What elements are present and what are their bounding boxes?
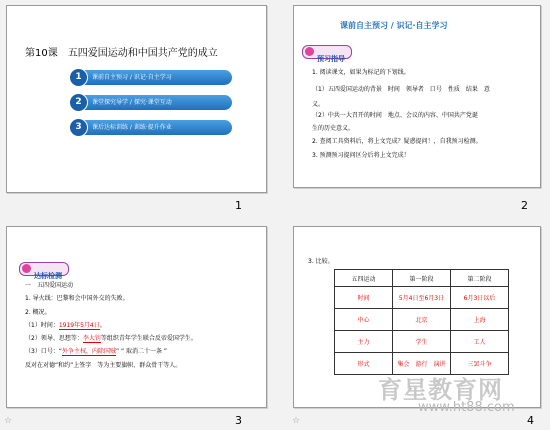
- table-cell: 6月3日以后: [451, 287, 509, 309]
- menu-item-preview[interactable]: [72, 70, 232, 85]
- item-number-2: 2: [69, 93, 88, 112]
- badge-dot-icon: [305, 47, 314, 56]
- content-line: 2. 概况。: [25, 309, 51, 316]
- slide-3[interactable]: [6, 226, 267, 408]
- item-number-3: 3: [69, 118, 88, 137]
- slide-2[interactable]: [293, 5, 541, 188]
- content-line: （1）时间：1919年5月4日。: [25, 322, 106, 329]
- table-cell: 工人: [451, 331, 509, 353]
- lesson-title: 第10课 五四爱国运动和中国共产党的成立: [25, 48, 218, 59]
- section-header: 课前自主预习 ∕ 识记·自主学习: [340, 21, 448, 30]
- table-header-cell: 第一阶段: [393, 270, 451, 287]
- badge-label: 预习指导: [317, 55, 345, 63]
- page-number-4: 4: [527, 414, 534, 427]
- table-cell: 中心: [335, 309, 393, 331]
- badge-dot-icon: [22, 264, 31, 273]
- answer-date: 1919年5月4日: [58, 322, 100, 329]
- table-cell: 主力: [335, 331, 393, 353]
- star-mark: ☆: [4, 416, 13, 426]
- table-row: [335, 309, 509, 331]
- content-line: （3）口号：“外争主权，内除国贼” “ 取消二十一条 ”: [25, 348, 168, 355]
- guide-line: 1. 阅读课文，如果为标记的下划线。: [312, 69, 410, 76]
- page-number-3: 3: [235, 414, 242, 427]
- table-heading: 3. 比较。: [308, 258, 334, 265]
- menu-item-label: 课后达标训练 ∕ 训练·提升作业: [92, 124, 172, 131]
- item-number-1: 1: [69, 68, 88, 87]
- menu-item-label: 课堂探究导学 ∕ 探究·课堂互动: [92, 99, 172, 106]
- guide-line: 生的历史意义。: [312, 125, 355, 132]
- watermark-logo: 育星教育网: [378, 376, 503, 404]
- table-cell: 上海: [451, 309, 509, 331]
- practice-badge: [19, 262, 69, 280]
- page-number-2: 2: [521, 199, 528, 212]
- table-header-cell: 第二阶段: [451, 270, 509, 287]
- table-cell: 5月4日至6月3日: [393, 287, 451, 309]
- slide-1[interactable]: [6, 5, 267, 193]
- menu-item-explore[interactable]: [72, 95, 232, 110]
- table-header-cell: 五四运动: [335, 270, 393, 287]
- table-row: [335, 331, 509, 353]
- badge-label: 达标检测: [34, 272, 62, 280]
- table-cell: 三罢斗争: [451, 353, 509, 375]
- comparison-table: [334, 269, 509, 375]
- table-cell: 集会 游行 演讲: [393, 353, 451, 375]
- content-line: 反对在对德“和约”上签字 等为主要旗帜、群众骨干等人。: [25, 362, 182, 369]
- answer-leader: 李大钊: [82, 335, 101, 342]
- table-row: [335, 287, 509, 309]
- guide-line: （2）中共一大召开的时间 地点、会议的内容、中国共产党诞: [312, 112, 478, 119]
- content-line: 1. 导火线：巴黎和会中国外交的失败。: [25, 295, 129, 302]
- guide-line: 义。: [312, 101, 325, 108]
- guide-line: 2. 查阅工具资料后，将上文完成？疑惑提问！，自我预习检测。: [312, 138, 482, 145]
- guide-line: 3. 预测预习提问区分后将上文完成！: [312, 152, 410, 159]
- star-mark: ☆: [292, 416, 301, 426]
- watermark-url: www.ht88.com: [418, 400, 515, 415]
- table-cell: 形式: [335, 353, 393, 375]
- menu-item-practice[interactable]: [72, 120, 232, 135]
- menu-item-label: 课前自主预习 ∕ 识记·自主学习: [92, 74, 172, 81]
- table-header-row: [335, 270, 509, 287]
- answer-slogan: 外争主权，内除国贼: [61, 348, 116, 355]
- content-line: （2）领导、思想等：李大钊等组织青年学生联合反帝爱国学生。: [25, 335, 197, 342]
- section-heading: 一 五四爱国运动: [25, 282, 74, 289]
- table-cell: 时间: [335, 287, 393, 309]
- table-cell: 北京: [393, 309, 451, 331]
- table-cell: 学生: [393, 331, 451, 353]
- page-number-1: 1: [235, 199, 242, 212]
- preview-guide-badge: [302, 45, 352, 63]
- guide-line: （1）五四爱国运动的背景 时间 领导者 口号 性质 结果 意: [312, 86, 490, 93]
